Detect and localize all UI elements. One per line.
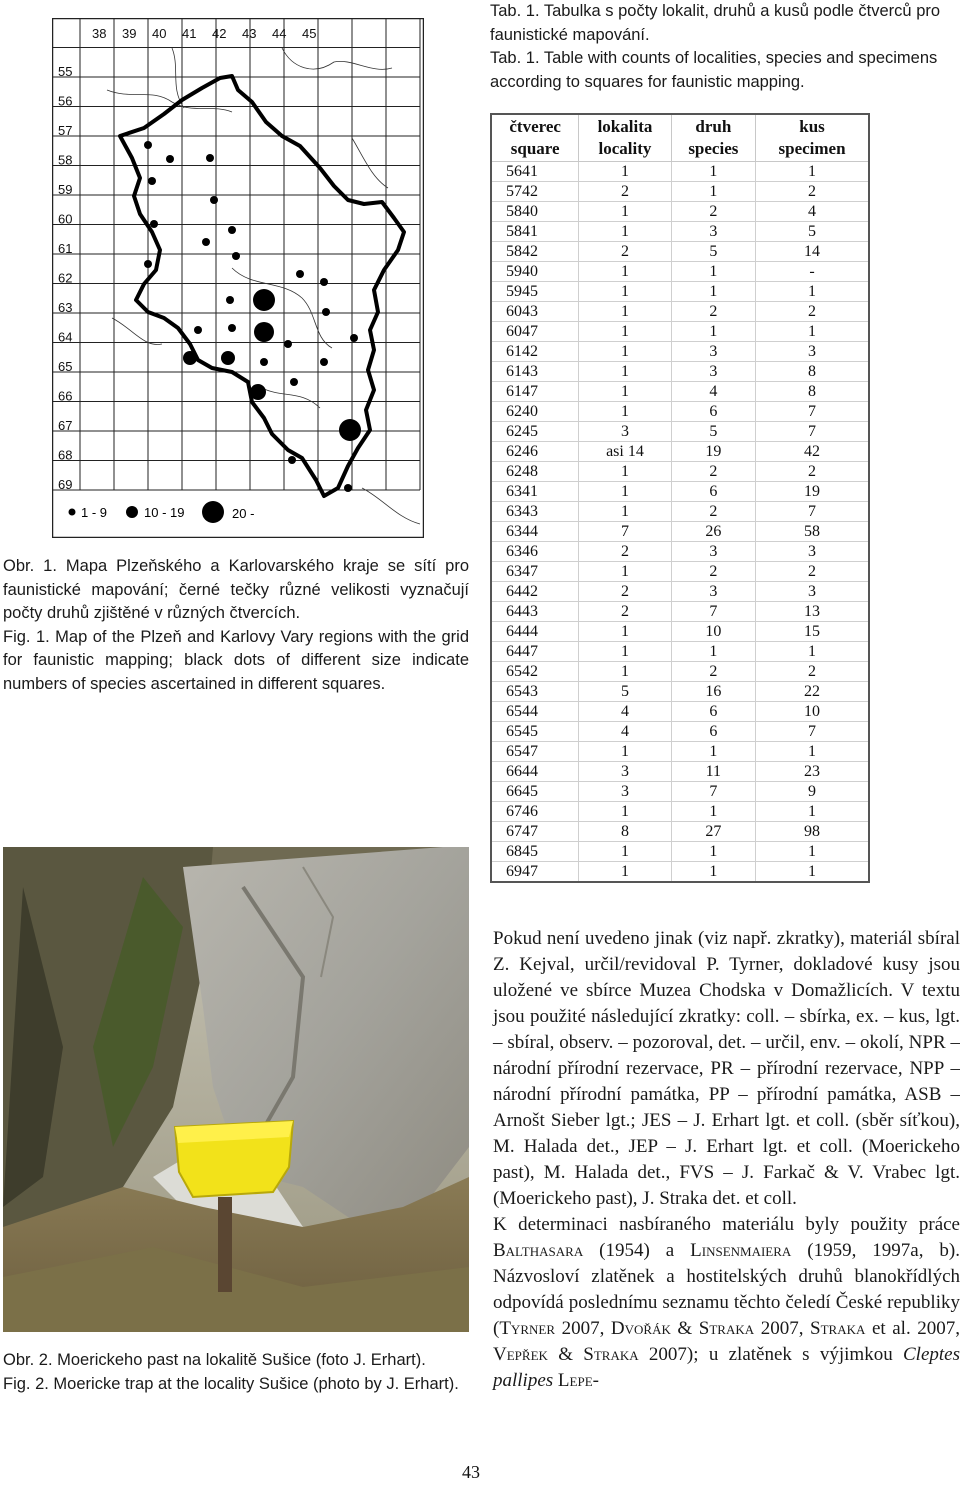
table-cell: 6644 xyxy=(491,762,579,782)
table-cell: 6 xyxy=(671,482,755,502)
table-cell: 7 xyxy=(671,782,755,802)
table-cell: 2 xyxy=(756,662,869,682)
table-cell: 6543 xyxy=(491,682,579,702)
table-cell: 1 xyxy=(579,622,671,642)
table-cell: 2 xyxy=(756,462,869,482)
body-paragraph-2: K determinaci nasbíraného materiálu byly použity práce Balthasara (1954) a Linsenmaiera (1959, 1997a, b). Názvosloví zlatěnek a hostitelských druhů blanokřídlých odpovídá poslednímu seznamu těchto čeledí České republiky (Tyrner 2007, Dvořák & Straka 2007, Straka et al. 2007, Vepřek & Straka 2007); u zlatěnek s výjimkou Cleptes pallipes Lepe- xyxy=(493,1214,960,1391)
table-cell: 11 xyxy=(671,762,755,782)
table-cell: 1 xyxy=(756,322,869,342)
map-row-label: 68 xyxy=(58,447,73,463)
table-cell: 6043 xyxy=(491,302,579,322)
table-cell: 7 xyxy=(756,502,869,522)
table-row xyxy=(491,742,869,762)
faunistic-grid-map xyxy=(52,18,424,538)
table-cell: 6346 xyxy=(491,542,579,562)
table-cell: 3 xyxy=(756,582,869,602)
fig2-caption-en: Fig. 2. Moericke trap at the locality Sušice (photo by J. Erhart). xyxy=(3,1374,459,1393)
table-cell: 8 xyxy=(756,362,869,382)
table-cell: 1 xyxy=(671,162,755,182)
map-row-label: 56 xyxy=(58,93,73,109)
table-cell: 1 xyxy=(756,862,869,883)
table-row xyxy=(491,422,869,442)
table-cell: 1 xyxy=(671,862,755,883)
table-cell: 1 xyxy=(579,302,671,322)
table-row xyxy=(491,562,869,582)
table-cell: 6444 xyxy=(491,622,579,642)
table-cell: 1 xyxy=(756,282,869,302)
table-cell: 6142 xyxy=(491,342,579,362)
table-cell: 6747 xyxy=(491,822,579,842)
table-row xyxy=(491,502,869,522)
table-row xyxy=(491,382,869,402)
table-row xyxy=(491,762,869,782)
table-cell: 6447 xyxy=(491,642,579,662)
table-cell: 1 xyxy=(671,282,755,302)
table-cell: 6347 xyxy=(491,562,579,582)
table-cell: 5742 xyxy=(491,182,579,202)
table-cell: 1 xyxy=(579,842,671,862)
table-cell: 15 xyxy=(756,622,869,642)
table-row xyxy=(491,342,869,362)
table-cell: 6147 xyxy=(491,382,579,402)
map-row-label: 69 xyxy=(58,477,73,492)
table-cell: 6947 xyxy=(491,862,579,883)
table-cell: 2 xyxy=(671,502,755,522)
table-cell: 7 xyxy=(756,722,869,742)
table-cell: 1 xyxy=(579,202,671,222)
table-cell: 1 xyxy=(579,642,671,662)
table-cell: 1 xyxy=(756,842,869,862)
table-cell: 3 xyxy=(671,582,755,602)
region-border xyxy=(120,76,404,496)
map-legend xyxy=(69,501,255,523)
table-cell: 1 xyxy=(579,562,671,582)
table-cell: 2 xyxy=(579,602,671,622)
legend-label-large: 20 - xyxy=(232,506,255,521)
table-row xyxy=(491,682,869,702)
table-row xyxy=(491,822,869,842)
body-text xyxy=(493,926,960,1394)
table-cell: 6544 xyxy=(491,702,579,722)
table-cell: 2 xyxy=(579,582,671,602)
table-cell: 10 xyxy=(671,622,755,642)
map-row-label: 61 xyxy=(58,241,73,256)
table-cell: 1 xyxy=(579,162,671,182)
table-cell: 6547 xyxy=(491,742,579,762)
table-cell: 1 xyxy=(579,262,671,282)
table-row xyxy=(491,642,869,662)
table-row xyxy=(491,622,869,642)
map-row-label: 58 xyxy=(58,152,73,168)
table-cell: 3 xyxy=(579,762,671,782)
table-cell: 14 xyxy=(756,242,869,262)
table-cell: 5 xyxy=(671,242,755,262)
table-cell: 3 xyxy=(579,422,671,442)
table-cell: - xyxy=(756,262,869,282)
table-cell: 5945 xyxy=(491,282,579,302)
table-cell: 1 xyxy=(756,162,869,182)
table-cell: 4 xyxy=(579,722,671,742)
table-cell: 5 xyxy=(579,682,671,702)
table-cell: 5641 xyxy=(491,162,579,182)
table-row xyxy=(491,722,869,742)
table-cell: 26 xyxy=(671,522,755,542)
table-cell: 1 xyxy=(579,342,671,362)
table-cell: 7 xyxy=(671,602,755,622)
table-cell: 1 xyxy=(671,742,755,762)
table-cell: 3 xyxy=(671,542,755,562)
table-cell: 98 xyxy=(756,822,869,842)
table-cell: 5 xyxy=(671,422,755,442)
table-row xyxy=(491,442,869,462)
map-col-label: 42 xyxy=(212,26,227,41)
table-cell: 1 xyxy=(579,862,671,883)
table-cell: 1 xyxy=(579,402,671,422)
table-row xyxy=(491,302,869,322)
table-cell: 3 xyxy=(579,782,671,802)
table-row xyxy=(491,222,869,242)
table-cell: 7 xyxy=(756,422,869,442)
table-row xyxy=(491,582,869,602)
table-cell: 2 xyxy=(579,242,671,262)
table-cell: 5940 xyxy=(491,262,579,282)
table-row xyxy=(491,702,869,722)
table-cell: 19 xyxy=(756,482,869,502)
table-cell: 22 xyxy=(756,682,869,702)
table-cell: 6245 xyxy=(491,422,579,442)
table-row xyxy=(491,662,869,682)
map-row-label: 55 xyxy=(58,64,73,79)
map-col-label: 40 xyxy=(152,26,167,41)
table-cell: 1 xyxy=(579,462,671,482)
table-cell: 6248 xyxy=(491,462,579,482)
table-row xyxy=(491,482,869,502)
table-cell: 7 xyxy=(579,522,671,542)
table-cell: 6 xyxy=(671,722,755,742)
map-row-label: 67 xyxy=(58,418,73,433)
table-cell: 8 xyxy=(579,822,671,842)
table-cell: 1 xyxy=(579,662,671,682)
table-cell: 23 xyxy=(756,762,869,782)
table-cell: 1 xyxy=(671,322,755,342)
table-cell: 6246 xyxy=(491,442,579,462)
table-row xyxy=(491,782,869,802)
table-cell: 1 xyxy=(671,262,755,282)
map-dots xyxy=(144,141,361,492)
table-cell: 1 xyxy=(756,642,869,662)
map-col-label: 44 xyxy=(272,26,287,41)
map-row-label: 66 xyxy=(58,388,73,404)
header-square: čtverec square xyxy=(491,114,579,162)
table-cell: 4 xyxy=(671,382,755,402)
legend-label-medium: 10 - 19 xyxy=(144,505,185,520)
table-cell: 2 xyxy=(671,302,755,322)
table-cell: 1 xyxy=(671,842,755,862)
table-cell: 1 xyxy=(579,282,671,302)
fig1-caption xyxy=(3,555,469,696)
map-row-label: 62 xyxy=(58,270,73,286)
table-row xyxy=(491,202,869,222)
tab1 xyxy=(490,113,870,883)
fig2-caption-cs: Obr. 2. Moerickeho past na lokalitě Sušice (foto J. Erhart). xyxy=(3,1351,426,1369)
table-cell: 58 xyxy=(756,522,869,542)
table-row xyxy=(491,602,869,622)
table-cell: 6343 xyxy=(491,502,579,522)
header-locality: lokalita locality xyxy=(579,114,671,162)
table-row xyxy=(491,162,869,182)
table-cell: 4 xyxy=(579,702,671,722)
table-row xyxy=(491,322,869,342)
table-cell: 1 xyxy=(579,482,671,502)
tab1-caption xyxy=(490,0,958,94)
table-cell: 2 xyxy=(671,562,755,582)
fig1-caption-en: Fig. 1. Map of the Plzeň and Karlovy Vary regions with the grid for faunistic mapping; black dots of different size indicate numbers of species ascertained in different squares. xyxy=(3,627,469,693)
table-cell: 13 xyxy=(756,602,869,622)
table-cell: 9 xyxy=(756,782,869,802)
map-row-label: 65 xyxy=(58,359,73,374)
table-cell: 3 xyxy=(756,542,869,562)
table-row xyxy=(491,862,869,883)
table-cell: 3 xyxy=(671,362,755,382)
tab1-caption-cs: Tab. 1. Tabulka s počty lokalit, druhů a kusů podle čtverců pro faunistické mapování. xyxy=(490,2,941,44)
table-cell: 16 xyxy=(671,682,755,702)
table-cell: 10 xyxy=(756,702,869,722)
table-row xyxy=(491,262,869,282)
page-number: 43 xyxy=(462,1462,480,1482)
table-cell: 6645 xyxy=(491,782,579,802)
table-cell: 1 xyxy=(579,362,671,382)
table-row xyxy=(491,842,869,862)
map-row-label: 63 xyxy=(58,300,73,315)
table-cell: 2 xyxy=(756,302,869,322)
map-row-label: 64 xyxy=(58,329,73,345)
table-cell: 6240 xyxy=(491,402,579,422)
table-cell: 6845 xyxy=(491,842,579,862)
table-cell: 5842 xyxy=(491,242,579,262)
table-cell: 1 xyxy=(756,742,869,762)
table-row xyxy=(491,402,869,422)
header-specimen: kus specimen xyxy=(756,114,869,162)
table-cell: asi 14 xyxy=(579,442,671,462)
map-col-label: 38 xyxy=(92,26,107,41)
table-row xyxy=(491,282,869,302)
header-species: druh species xyxy=(671,114,755,162)
map-row-label: 60 xyxy=(58,211,73,227)
table-cell: 19 xyxy=(671,442,755,462)
map-col-label: 45 xyxy=(302,26,317,41)
table-cell: 3 xyxy=(671,342,755,362)
map-row-label: 57 xyxy=(58,123,73,138)
table-cell: 6 xyxy=(671,702,755,722)
table-cell: 6344 xyxy=(491,522,579,542)
table-cell: 8 xyxy=(756,382,869,402)
table-cell: 2 xyxy=(671,662,755,682)
body-paragraph-1: Pokud není uvedeno jinak (viz např. zkratky), materiál sbíral Z. Kejval, určil/revidoval P. Tyrner, dokladové kusy jsou uložené ve sbírce Muzea Chodska v Domažlicích. V textu jsou použité následující zkratky: coll. – sbírka, ex. – kus, lgt. – sbíral, observ. – pozoroval, det. – určil, env. – okolí, NPR – národní přírodní rezervace, PR – přírodní rezervace, NPP – národní přírodní památka, PP – přírodní památka, ASB – Arnošt Sieber lgt.; JES – J. Erhart lgt. et coll. (sběr síťkou), M. Halada det., JEP – J. Erhart lgt. et coll. (Moerickeho past), M. Halada det., FVS – J. Farkač & V. Vrabec lgt. (Moerickeho past), J. Straka det. et coll. xyxy=(493,928,960,1209)
moericke-trap-photo xyxy=(3,847,469,1332)
table-row xyxy=(491,542,869,562)
table-cell: 1 xyxy=(579,322,671,342)
table-cell: 6143 xyxy=(491,362,579,382)
table-cell: 2 xyxy=(579,542,671,562)
table-cell: 6341 xyxy=(491,482,579,502)
table-cell: 42 xyxy=(756,442,869,462)
table-cell: 5 xyxy=(756,222,869,242)
counts-table xyxy=(490,113,870,883)
table-cell: 1 xyxy=(671,802,755,822)
table-row xyxy=(491,182,869,202)
table-row xyxy=(491,522,869,542)
table-cell: 1 xyxy=(579,802,671,822)
table-cell: 6 xyxy=(671,402,755,422)
table-cell: 1 xyxy=(671,182,755,202)
table-cell: 1 xyxy=(579,222,671,242)
table-cell: 2 xyxy=(756,182,869,202)
map-col-label: 41 xyxy=(182,26,197,41)
table-cell: 2 xyxy=(579,182,671,202)
map-row-label: 59 xyxy=(58,182,73,197)
fig2-caption xyxy=(3,1349,469,1396)
tab1-caption-en: Tab. 1. Table with counts of localities, species and specimens according to squares for faunistic mapping. xyxy=(490,49,938,91)
table-row xyxy=(491,362,869,382)
map-col-label: 39 xyxy=(122,26,137,41)
table-cell: 5841 xyxy=(491,222,579,242)
table-cell: 1 xyxy=(579,502,671,522)
table-header-row xyxy=(491,114,869,162)
table-cell: 2 xyxy=(671,202,755,222)
table-row xyxy=(491,242,869,262)
table-cell: 6746 xyxy=(491,802,579,822)
legend-label-small: 1 - 9 xyxy=(81,505,108,520)
table-cell: 6545 xyxy=(491,722,579,742)
table-cell: 1 xyxy=(671,642,755,662)
map-grid xyxy=(52,18,424,538)
fig1-caption-cs: Obr. 1. Mapa Plzeňského a Karlovarského kraje se sítí pro faunistické mapování; černé tečky různé velikosti vyznačují počty druhů zjištěné v různých čtvercích. xyxy=(3,557,469,622)
table-cell: 6047 xyxy=(491,322,579,342)
table-cell: 7 xyxy=(756,402,869,422)
table-cell: 1 xyxy=(756,802,869,822)
table-cell: 2 xyxy=(756,562,869,582)
table-cell: 3 xyxy=(671,222,755,242)
table-cell: 4 xyxy=(756,202,869,222)
table-cell: 6542 xyxy=(491,662,579,682)
table-row xyxy=(491,802,869,822)
table-cell: 3 xyxy=(756,342,869,362)
table-cell: 1 xyxy=(579,742,671,762)
table-cell: 5840 xyxy=(491,202,579,222)
map-col-label: 43 xyxy=(242,26,257,41)
table-cell: 27 xyxy=(671,822,755,842)
table-cell: 2 xyxy=(671,462,755,482)
table-row xyxy=(491,462,869,482)
table-cell: 1 xyxy=(579,382,671,402)
table-cell: 6443 xyxy=(491,602,579,622)
table-cell: 6442 xyxy=(491,582,579,602)
